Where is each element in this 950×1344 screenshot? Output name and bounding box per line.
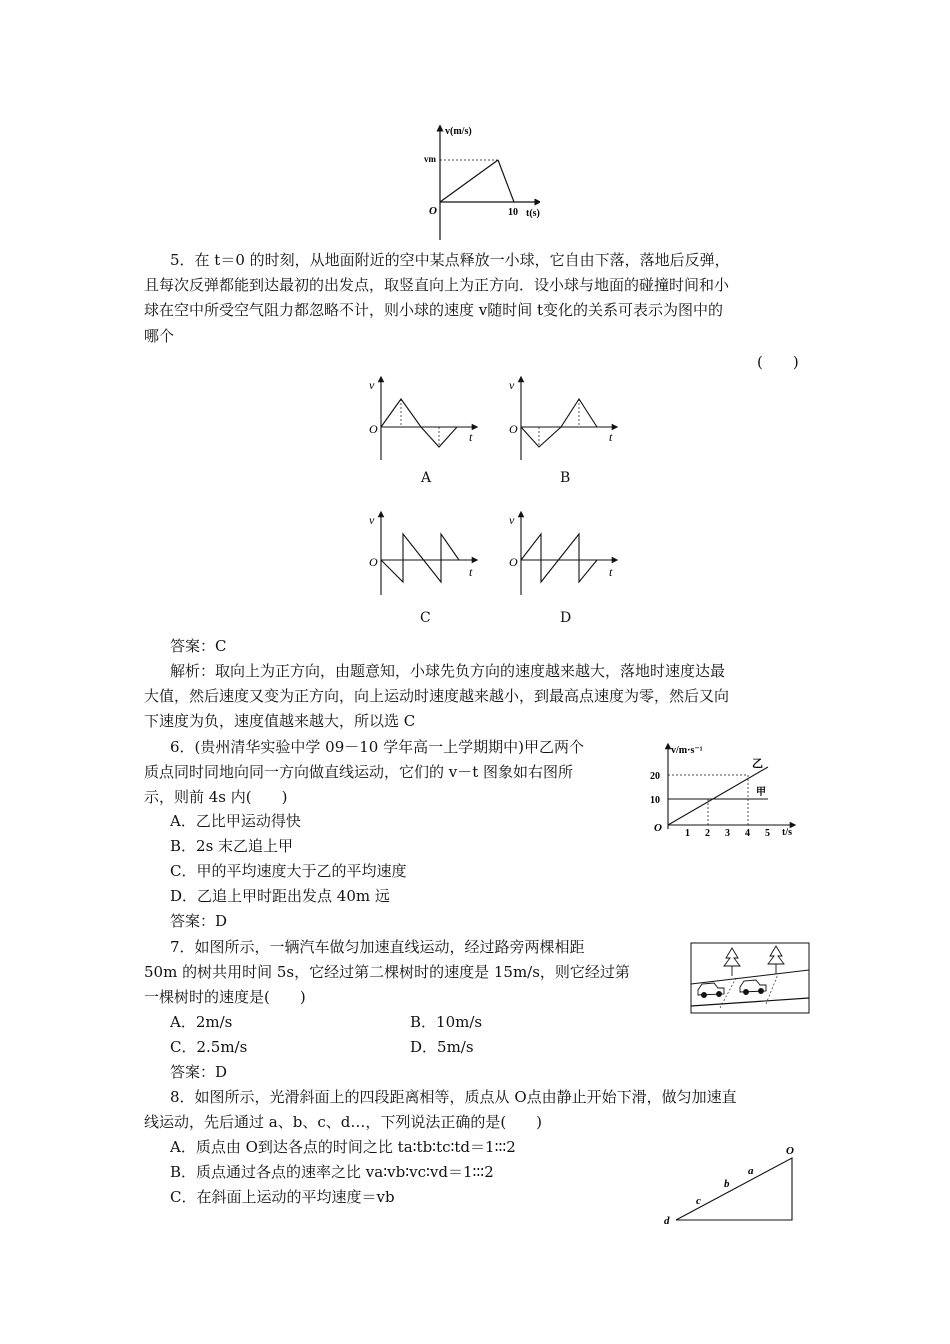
- q5-line1: 5．在 t＝0 的时刻，从地面附近的空中某点释放一小球，它自由下落，落地后反弹，: [170, 251, 730, 269]
- q8-option-b: B．质点通过各点的速率之比 va∶vb∶vc∶vd＝1∶∶∶2: [170, 1163, 494, 1181]
- q8-option-c: C．在斜面上运动的平均速度＝vb: [170, 1188, 395, 1206]
- option-a-label: A: [421, 470, 432, 486]
- q6-option-a: A．乙比甲运动得快: [170, 812, 301, 830]
- svg-text:10: 10: [650, 795, 660, 806]
- svg-text:甲: 甲: [756, 787, 766, 798]
- svg-text:1: 1: [685, 828, 690, 838]
- svg-text:c: c: [696, 1195, 701, 1207]
- svg-text:O: O: [509, 422, 518, 436]
- q8-incline-figure: [660, 1142, 805, 1227]
- q6-line2: 质点同时同地向同一方向做直线运动，它们的 v－t 图象如右图所: [144, 763, 574, 781]
- q7-line2: 50m 的树共用时间 5s，它经过第二棵树时的速度是 15m/s，则它经过第: [144, 963, 630, 981]
- option-d-label: D: [560, 610, 572, 626]
- q6-option-b: B．2s 末乙追上甲: [170, 837, 294, 855]
- svg-text:乙: 乙: [752, 758, 763, 770]
- q5-analysis-1: 解析：取向上为正方向，由题意知，小球先负方向的速度越来越大，落地时速度达最: [170, 662, 726, 680]
- svg-text:t: t: [609, 430, 613, 444]
- svg-text:v: v: [369, 378, 375, 392]
- q7-option-c: C．2.5m/s: [170, 1038, 248, 1056]
- q6-option-d: D．乙追上甲时距出发点 40m 远: [170, 887, 390, 905]
- q5-line2: 且每次反弹都能到达最初的出发点，取竖直向上为正方向．设小球与地面的碰撞时间和小: [144, 276, 730, 294]
- q5-analysis-2: 大值，然后速度又变为正方向，向上运动时速度越来越小，到最高点速度为零，然后又向: [144, 687, 730, 705]
- option-d-graph: [505, 510, 625, 600]
- top-vt-graph: [420, 122, 540, 244]
- svg-text:v: v: [509, 513, 515, 527]
- svg-text:O: O: [369, 555, 378, 569]
- svg-text:2: 2: [705, 828, 710, 838]
- q6-answer: 答案：D: [170, 912, 228, 930]
- q7-road-figure: [690, 942, 810, 1014]
- q8-option-a: A．质点由 O到达各点的时间之比 ta∶tb∶tc∶td＝1∶∶∶2: [170, 1138, 516, 1156]
- top-origin: O: [429, 205, 437, 217]
- q5-analysis-3: 下速度为负，速度值越来越大，所以选 C: [144, 712, 416, 730]
- svg-text:3: 3: [725, 828, 730, 838]
- svg-text:v: v: [369, 513, 375, 527]
- svg-text:20: 20: [650, 771, 660, 782]
- option-b-label: B: [560, 470, 571, 486]
- q7-line3: 一棵树时的速度是( ): [144, 988, 306, 1006]
- svg-text:t: t: [469, 430, 473, 444]
- q7-option-a: A．2m/s: [170, 1013, 233, 1031]
- top-vm: vm: [424, 154, 436, 164]
- svg-text:5: 5: [765, 828, 770, 838]
- q5-line4: 哪个: [144, 327, 175, 345]
- svg-text:4: 4: [745, 828, 750, 838]
- svg-text:t/s: t/s: [782, 827, 792, 838]
- svg-text:O: O: [509, 555, 518, 569]
- top-tick-10: 10: [508, 207, 518, 218]
- svg-text:d: d: [664, 1215, 670, 1227]
- q8-line2: 线运动，先后通过 a、b、c、d…，下列说法正确的是( ): [144, 1113, 543, 1131]
- svg-text:t: t: [609, 565, 613, 579]
- svg-text:v: v: [509, 378, 515, 392]
- q7-line1: 7．如图所示，一辆汽车做匀加速直线运动，经过路旁两棵相距: [170, 938, 585, 956]
- q5-line3: 球在空中所受空气阻力都忽略不计，则小球的速度 v随时间 t变化的关系可表示为图中的: [144, 301, 724, 319]
- option-a-graph: [365, 375, 485, 465]
- option-c-label: C: [420, 610, 431, 626]
- option-b-graph: [505, 375, 625, 465]
- svg-text:v/m·s⁻¹: v/m·s⁻¹: [671, 745, 703, 756]
- top-xlabel: t(s): [526, 208, 540, 219]
- q5-bracket: ( ): [757, 353, 799, 371]
- q6-option-c: C．甲的平均速度大于乙的平均速度: [170, 862, 407, 880]
- q6-vt-graph: [648, 743, 808, 838]
- svg-text:O: O: [786, 1145, 794, 1157]
- svg-text:O: O: [654, 822, 662, 834]
- q7-answer: 答案：D: [170, 1063, 228, 1081]
- svg-text:t: t: [469, 565, 473, 579]
- q7-option-d: D．5m/s: [410, 1038, 474, 1056]
- svg-text:O: O: [369, 422, 378, 436]
- svg-text:a: a: [748, 1165, 754, 1177]
- option-c-graph: [365, 510, 485, 600]
- q5-answer: 答案：C: [170, 637, 227, 655]
- top-ylabel: v(m/s): [445, 126, 472, 137]
- q6-line3: 示，则前 4s 内( ): [144, 788, 288, 806]
- svg-text:b: b: [724, 1178, 730, 1190]
- q8-line1: 8．如图所示，光滑斜面上的四段距离相等，质点从 O点由静止开始下滑，做匀加速直: [170, 1088, 737, 1106]
- q7-option-b: B．10m/s: [410, 1013, 483, 1031]
- q6-line1: 6．(贵州清华实验中学 09－10 学年高一上学期期中)甲乙两个: [170, 738, 584, 756]
